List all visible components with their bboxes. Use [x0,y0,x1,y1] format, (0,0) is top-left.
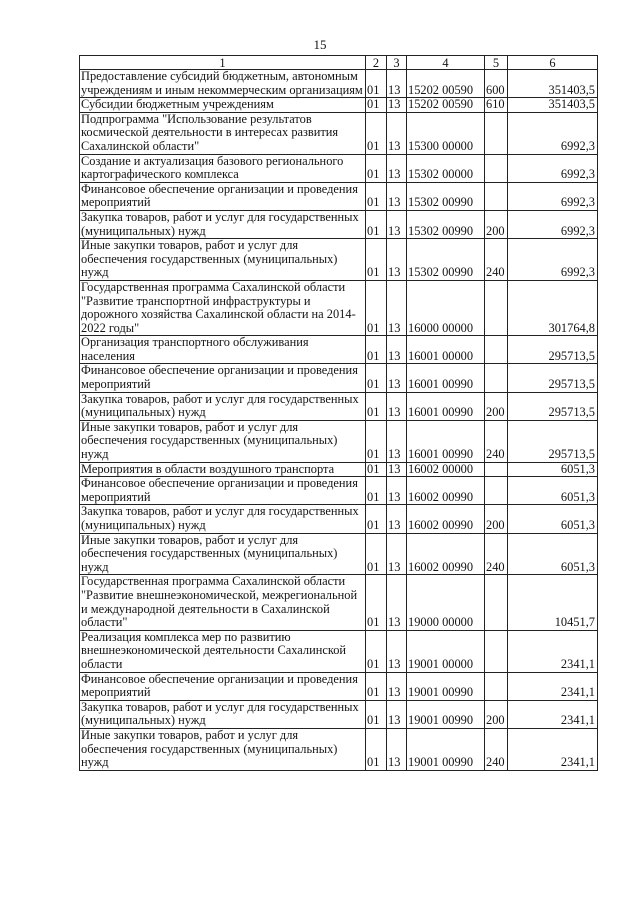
expense-type-code: 240 [485,728,508,770]
section-code: 01 [366,70,387,98]
table-body [80,70,598,771]
amount: 6051,3 [508,505,598,533]
table-row [80,630,598,672]
table-row [80,336,598,364]
table-row [80,700,598,728]
item-name: Финансовое обеспечение организации и проведения мероприятий [80,182,366,210]
table-row [80,392,598,420]
target-article-code: 15302 00990 [407,210,485,238]
subsection-code: 13 [387,210,407,238]
expense-type-code [485,477,508,505]
item-name: Финансовое обеспечение организации и проведения мероприятий [80,364,366,392]
target-article-code: 16002 00000 [407,462,485,477]
subsection-code: 13 [387,392,407,420]
section-code: 01 [366,575,387,630]
section-code: 01 [366,672,387,700]
expense-type-code: 200 [485,210,508,238]
section-code: 01 [366,98,387,113]
target-article-code: 16000 00000 [407,280,485,335]
table-row [80,533,598,575]
target-article-code: 15202 00590 [407,98,485,113]
table-row [80,505,598,533]
table-row [80,477,598,505]
amount: 2341,1 [508,700,598,728]
table-row [80,239,598,281]
expense-type-code [485,154,508,182]
expense-type-code [485,280,508,335]
table-row [80,728,598,770]
header-row [80,56,598,70]
section-code: 01 [366,364,387,392]
item-name: Реализация комплекса мер по развитию внешнеэкономической деятельности Сахалинской области [80,630,366,672]
subsection-code: 13 [387,154,407,182]
subsection-code: 13 [387,98,407,113]
item-name: Субсидии бюджетным учреждениям [80,98,366,113]
table-row [80,420,598,462]
column-header-2: 2 [366,56,387,70]
table-row [80,98,598,113]
amount: 351403,5 [508,98,598,113]
item-name: Финансовое обеспечение организации и проведения мероприятий [80,477,366,505]
section-code: 01 [366,182,387,210]
expense-type-code [485,336,508,364]
section-code: 01 [366,336,387,364]
table-row [80,364,598,392]
target-article-code: 15302 00990 [407,182,485,210]
target-article-code: 16001 00990 [407,420,485,462]
expense-type-code: 610 [485,98,508,113]
subsection-code: 13 [387,280,407,335]
amount: 295713,5 [508,364,598,392]
table-row [80,575,598,630]
expense-type-code [485,364,508,392]
table-row [80,462,598,477]
target-article-code: 19000 00000 [407,575,485,630]
target-article-code: 19001 00990 [407,700,485,728]
item-name: Закупка товаров, работ и услуг для государственных (муниципальных) нужд [80,392,366,420]
target-article-code: 19001 00000 [407,630,485,672]
target-article-code: 19001 00990 [407,728,485,770]
subsection-code: 13 [387,112,407,154]
amount: 6051,3 [508,462,598,477]
expense-type-code [485,575,508,630]
item-name: Подпрограмма "Использование результатов космической деятельности в интересах развития Сахалинской области" [80,112,366,154]
target-article-code: 16001 00990 [407,364,485,392]
subsection-code: 13 [387,462,407,477]
subsection-code: 13 [387,505,407,533]
item-name: Иные закупки товаров, работ и услуг для обеспечения государственных (муниципальных) нужд [80,420,366,462]
item-name: Мероприятия в области воздушного транспорта [80,462,366,477]
budget-table [79,55,598,771]
subsection-code: 13 [387,420,407,462]
amount: 2341,1 [508,672,598,700]
column-header-6: 6 [508,56,598,70]
target-article-code: 15302 00000 [407,154,485,182]
subsection-code: 13 [387,575,407,630]
section-code: 01 [366,533,387,575]
expense-type-code: 600 [485,70,508,98]
target-article-code: 16002 00990 [407,477,485,505]
column-header-1: 1 [80,56,366,70]
item-name: Государственная программа Сахалинской области "Развитие внешнеэкономической, межрегиональной и международной деятельности в Сахалинской области" [80,575,366,630]
target-article-code: 15300 00000 [407,112,485,154]
subsection-code: 13 [387,364,407,392]
amount: 6992,3 [508,182,598,210]
expense-type-code: 200 [485,505,508,533]
item-name: Иные закупки товаров, работ и услуг для обеспечения государственных (муниципальных) нужд [80,728,366,770]
section-code: 01 [366,239,387,281]
table-row [80,280,598,335]
section-code: 01 [366,154,387,182]
expense-type-code [485,462,508,477]
subsection-code: 13 [387,728,407,770]
section-code: 01 [366,210,387,238]
section-code: 01 [366,280,387,335]
target-article-code: 15202 00590 [407,70,485,98]
section-code: 01 [366,420,387,462]
target-article-code: 16002 00990 [407,505,485,533]
expense-type-code [485,630,508,672]
item-name: Закупка товаров, работ и услуг для государственных (муниципальных) нужд [80,210,366,238]
item-name: Организация транспортного обслуживания населения [80,336,366,364]
amount: 295713,5 [508,420,598,462]
target-article-code: 19001 00990 [407,672,485,700]
item-name: Закупка товаров, работ и услуг для государственных (муниципальных) нужд [80,505,366,533]
amount: 6051,3 [508,477,598,505]
amount: 6051,3 [508,533,598,575]
amount: 6992,3 [508,239,598,281]
target-article-code: 16002 00990 [407,533,485,575]
section-code: 01 [366,477,387,505]
expense-type-code: 240 [485,533,508,575]
column-header-5: 5 [485,56,508,70]
subsection-code: 13 [387,239,407,281]
section-code: 01 [366,728,387,770]
subsection-code: 13 [387,477,407,505]
target-article-code: 15302 00990 [407,239,485,281]
item-name: Иные закупки товаров, работ и услуг для обеспечения государственных (муниципальных) нужд [80,239,366,281]
amount: 6992,3 [508,210,598,238]
table-row [80,112,598,154]
item-name: Иные закупки товаров, работ и услуг для обеспечения государственных (муниципальных) нужд [80,533,366,575]
expense-type-code: 200 [485,392,508,420]
section-code: 01 [366,700,387,728]
page-number: 15 [313,37,327,52]
expense-type-code [485,182,508,210]
amount: 301764,8 [508,280,598,335]
target-article-code: 16001 00000 [407,336,485,364]
amount: 6992,3 [508,112,598,154]
item-name: Финансовое обеспечение организации и проведения мероприятий [80,672,366,700]
subsection-code: 13 [387,630,407,672]
table-row [80,154,598,182]
subsection-code: 13 [387,533,407,575]
table-row [80,210,598,238]
table-row [80,182,598,210]
subsection-code: 13 [387,700,407,728]
expense-type-code [485,672,508,700]
section-code: 01 [366,505,387,533]
amount: 351403,5 [508,70,598,98]
section-code: 01 [366,392,387,420]
amount: 2341,1 [508,630,598,672]
amount: 10451,7 [508,575,598,630]
expense-type-code: 200 [485,700,508,728]
section-code: 01 [366,112,387,154]
expense-type-code: 240 [485,420,508,462]
item-name: Государственная программа Сахалинской области "Развитие транспортной инфраструктуры и дорожного хозяйства Сахалинской области на 2014-2022 годы" [80,280,366,335]
expense-type-code [485,112,508,154]
subsection-code: 13 [387,672,407,700]
table-row [80,70,598,98]
column-header-4: 4 [407,56,485,70]
section-code: 01 [366,630,387,672]
item-name: Закупка товаров, работ и услуг для государственных (муниципальных) нужд [80,700,366,728]
amount: 2341,1 [508,728,598,770]
amount: 295713,5 [508,336,598,364]
table-row [80,672,598,700]
subsection-code: 13 [387,182,407,210]
amount: 6992,3 [508,154,598,182]
subsection-code: 13 [387,336,407,364]
amount: 295713,5 [508,392,598,420]
column-header-3: 3 [387,56,407,70]
item-name: Предоставление субсидий бюджетным, автономным учреждениям и иным некоммерческим организациям [80,70,366,98]
item-name: Создание и актуализация базового регионального картографического комплекса [80,154,366,182]
subsection-code: 13 [387,70,407,98]
target-article-code: 16001 00990 [407,392,485,420]
section-code: 01 [366,462,387,477]
expense-type-code: 240 [485,239,508,281]
